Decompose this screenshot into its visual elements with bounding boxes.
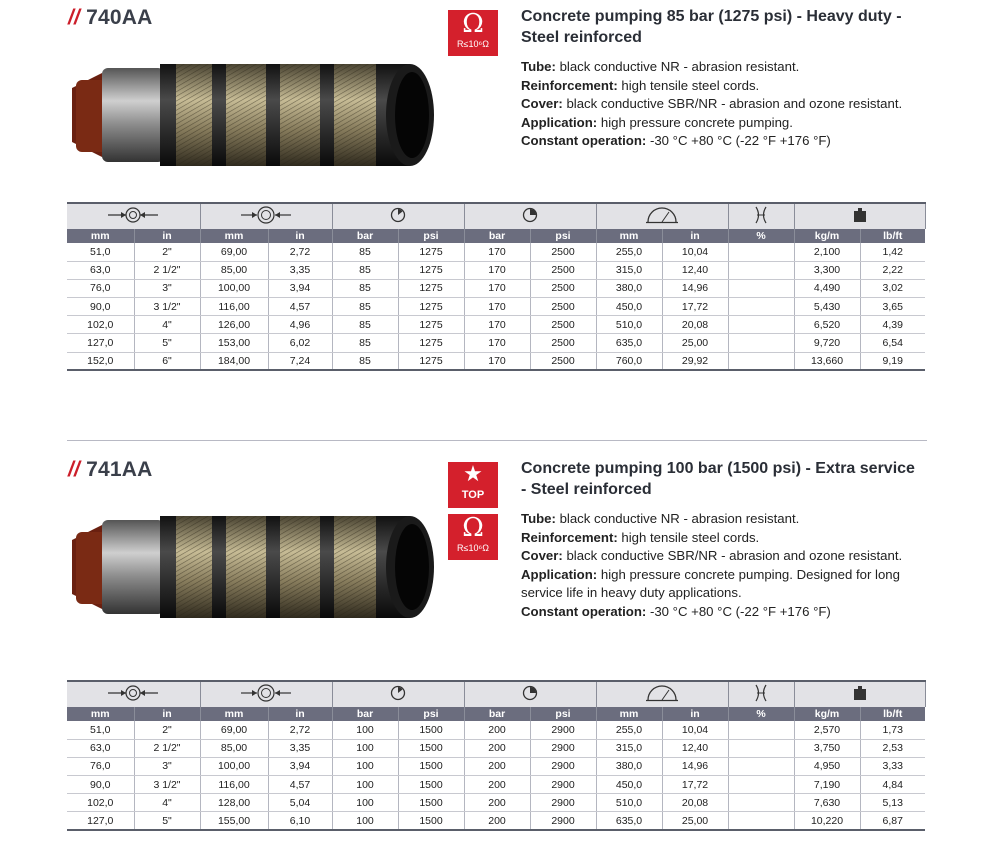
table-cell: 2900 [530,757,596,775]
table-cell: 127,0 [67,812,134,830]
table-cell: 14,96 [662,757,728,775]
table-cell: 9,720 [794,334,860,352]
table-cell: 4,950 [794,757,860,775]
table-cell [728,352,794,370]
table-cell: 3,02 [860,279,925,297]
table-cell: 2500 [530,298,596,316]
table-cell: 450,0 [596,298,662,316]
table-cell: 85 [332,334,398,352]
table-cell: 116,00 [200,776,268,794]
table-cell: 1500 [398,776,464,794]
table-cell: 63,0 [67,739,134,757]
table-cell: 10,04 [662,721,728,739]
table-cell: 1500 [398,721,464,739]
table-cell: 380,0 [596,279,662,297]
table-cell: 4,39 [860,316,925,334]
table-cell [728,794,794,812]
table-cell: 3,94 [268,279,332,297]
top-badge [448,462,498,508]
table-cell: 5,430 [794,298,860,316]
bend-radius-icon [596,203,728,229]
table-cell [728,298,794,316]
table-cell: 200 [464,757,530,775]
table-cell: 100 [332,794,398,812]
table-row [67,334,925,352]
spec-table [67,202,926,371]
table-cell: 69,00 [200,243,268,261]
table-cell: 17,72 [662,776,728,794]
product-description: Tube: black conductive NR - abrasion resistant. Reinforcement: high tensile steel cords. Cover: black conductive SBR/NR - abrasion and ozone resistant. Application: high pressure concrete pumping. Designed for long service life in heavy duty applications. Constant operation: -30 °C +80 °C (-22 °F +176 °F) [521,511,903,619]
omega-badge [448,514,498,560]
table-cell [728,776,794,794]
table-cell: 1500 [398,794,464,812]
table-cell: 1,42 [860,243,925,261]
table-row [67,298,925,316]
weight-icon [794,203,925,229]
hose-image [64,502,434,632]
table-cell: 2" [134,243,200,261]
table-cell: 200 [464,776,530,794]
table-cell: 2900 [530,721,596,739]
table-cell: 200 [464,794,530,812]
table-cell: 200 [464,739,530,757]
table-row [67,812,925,830]
product-code-text: 740AA [86,6,153,29]
table-cell: 635,0 [596,334,662,352]
elongation-icon [728,681,794,707]
table-row [67,757,925,775]
table-cell: 69,00 [200,721,268,739]
table-cell: 100 [332,757,398,775]
badge-caption: TOP [461,489,485,501]
table-cell: 510,0 [596,316,662,334]
working-pressure-icon [332,681,464,707]
table-cell [728,721,794,739]
spec-table [67,680,926,831]
table-cell: 25,00 [662,812,728,830]
table-cell: 12,40 [662,261,728,279]
table-cell: 76,0 [67,279,134,297]
table-cell: 6,54 [860,334,925,352]
table-cell: 2500 [530,279,596,297]
table-cell: 85,00 [200,739,268,757]
table-cell: 3,33 [860,757,925,775]
table-cell: 5,13 [860,794,925,812]
table-cell: 20,08 [662,794,728,812]
table-cell: 100 [332,721,398,739]
table-cell: 1275 [398,316,464,334]
table-cell: 25,00 [662,334,728,352]
table-cell: 2,72 [268,243,332,261]
table-cell: 7,24 [268,352,332,370]
table-cell: 2900 [530,739,596,757]
inner-diameter-icon [67,681,200,707]
table-cell: 5,04 [268,794,332,812]
table-cell [728,812,794,830]
table-row [67,776,925,794]
table-cell: 2900 [530,776,596,794]
table-cell: 14,96 [662,279,728,297]
table-cell: 5" [134,334,200,352]
table-cell: 1275 [398,334,464,352]
table-cell: 3,35 [268,739,332,757]
table-cell: 170 [464,352,530,370]
table-cell: 51,0 [67,243,134,261]
table-cell: 127,0 [67,334,134,352]
table-cell: 85 [332,352,398,370]
table-cell [728,316,794,334]
table-cell: 90,0 [67,298,134,316]
table-cell: 2,22 [860,261,925,279]
table-cell: 128,00 [200,794,268,812]
product-code: // 740AA [68,6,153,29]
table-cell: 3,35 [268,261,332,279]
table-cell: 170 [464,261,530,279]
product-title: Concrete pumping 100 bar (1500 psi) - Extra service - Steel reinforced [521,460,915,498]
table-cell: 155,00 [200,812,268,830]
table-cell: 1,73 [860,721,925,739]
table-cell: 170 [464,334,530,352]
table-cell: 1275 [398,298,464,316]
table-cell: 2900 [530,812,596,830]
table-row [67,243,925,261]
table-cell: 102,0 [67,316,134,334]
table-cell: 184,00 [200,352,268,370]
table-cell: 2500 [530,243,596,261]
table-cell: 3" [134,757,200,775]
table-cell: 85 [332,298,398,316]
table-cell: 170 [464,279,530,297]
star-icon: ★ [463,462,483,487]
table-cell: 3,750 [794,739,860,757]
burst-pressure-icon [464,681,596,707]
badge-caption: R≤10⁶Ω [457,543,489,553]
table-cell: 1500 [398,739,464,757]
table-cell: 2,570 [794,721,860,739]
table-cell: 170 [464,316,530,334]
table-cell: 4" [134,794,200,812]
table-cell: 170 [464,298,530,316]
table-cell: 3 1/2" [134,298,200,316]
table-cell: 100,00 [200,279,268,297]
table-cell: 315,0 [596,261,662,279]
table-cell: 76,0 [67,757,134,775]
table-cell: 7,190 [794,776,860,794]
working-pressure-icon [332,203,464,229]
table-cell: 3,65 [860,298,925,316]
table-row [67,352,925,370]
table-cell: 2" [134,721,200,739]
table-cell: 152,0 [67,352,134,370]
table-cell: 255,0 [596,243,662,261]
table-cell: 2 1/2" [134,261,200,279]
table-cell: 5" [134,812,200,830]
table-cell: 85 [332,316,398,334]
table-cell: 1500 [398,757,464,775]
omega-badge [448,10,498,56]
product-code: // 741AA [68,458,153,481]
table-cell: 510,0 [596,794,662,812]
table-cell: 3 1/2" [134,776,200,794]
table-cell: 9,19 [860,352,925,370]
table-cell: 635,0 [596,812,662,830]
section-divider [67,440,927,441]
table-cell: 126,00 [200,316,268,334]
table-cell: 6,02 [268,334,332,352]
table-cell: 12,40 [662,739,728,757]
table-cell: 760,0 [596,352,662,370]
table-cell: 1275 [398,261,464,279]
table-cell: 2,100 [794,243,860,261]
table-cell: 315,0 [596,739,662,757]
table-cell: 6,10 [268,812,332,830]
table-cell: 6" [134,352,200,370]
table-row [67,279,925,297]
table-row [67,261,925,279]
table-cell: 17,72 [662,298,728,316]
table-cell: 4,57 [268,776,332,794]
table-cell: 51,0 [67,721,134,739]
table-cell: 2,53 [860,739,925,757]
product-description: Tube: black conductive NR - abrasion resistant. Reinforcement: high tensile steel cords. Cover: black conductive SBR/NR - abrasion and ozone resistant. Application: high pressure concrete pumping. Constant operation: -30 °C +80 °C (-22 °F +176 °F) [521,59,903,149]
table-cell: 116,00 [200,298,268,316]
table-cell: 1500 [398,812,464,830]
table-cell: 2500 [530,352,596,370]
table-cell: 100 [332,739,398,757]
table-cell: 2500 [530,316,596,334]
table-cell: 90,0 [67,776,134,794]
product-code-text: 741AA [86,458,153,481]
table-cell: 1275 [398,243,464,261]
table-cell: 2,72 [268,721,332,739]
bend-radius-icon [596,681,728,707]
table-cell: 100 [332,776,398,794]
omega-icon: Ω [462,9,484,39]
table-cell: 170 [464,243,530,261]
outer-diameter-icon [200,203,332,229]
omega-icon: Ω [462,513,484,543]
units-row: mm in mm in bar psi bar psi mm in % kg/m lb/ft [67,707,925,721]
table-cell: 10,220 [794,812,860,830]
table-cell: 85 [332,279,398,297]
table-row [67,794,925,812]
table-cell [728,334,794,352]
outer-diameter-icon [200,681,332,707]
table-cell: 4,490 [794,279,860,297]
table-cell: 100 [332,812,398,830]
table-cell [728,261,794,279]
table-cell: 13,660 [794,352,860,370]
burst-pressure-icon [464,203,596,229]
hose-image [64,50,434,180]
table-cell: 200 [464,812,530,830]
table-cell: 10,04 [662,243,728,261]
table-cell: 6,520 [794,316,860,334]
table-cell: 20,08 [662,316,728,334]
table-cell: 4" [134,316,200,334]
table-cell: 200 [464,721,530,739]
table-cell [728,243,794,261]
table-cell: 380,0 [596,757,662,775]
table-cell: 100,00 [200,757,268,775]
weight-icon [794,681,925,707]
table-cell: 4,84 [860,776,925,794]
table-cell: 29,92 [662,352,728,370]
table-cell: 85,00 [200,261,268,279]
table-cell: 2 1/2" [134,739,200,757]
table-cell: 2500 [530,261,596,279]
table-cell: 4,57 [268,298,332,316]
table-cell: 255,0 [596,721,662,739]
table-row [67,316,925,334]
table-cell [728,739,794,757]
table-cell: 450,0 [596,776,662,794]
table-cell: 3,94 [268,757,332,775]
table-cell [728,279,794,297]
table-row [67,739,925,757]
table-cell: 3,300 [794,261,860,279]
table-row [67,721,925,739]
table-cell: 153,00 [200,334,268,352]
table-cell: 6,87 [860,812,925,830]
table-cell: 85 [332,261,398,279]
table-cell [728,757,794,775]
elongation-icon [728,203,794,229]
units-row: mm in mm in bar psi bar psi mm in % kg/m lb/ft [67,229,925,243]
table-cell: 1275 [398,279,464,297]
table-cell: 85 [332,243,398,261]
badge-caption: R≤10⁶Ω [457,39,489,49]
table-cell: 7,630 [794,794,860,812]
table-cell: 3" [134,279,200,297]
table-cell: 4,96 [268,316,332,334]
product-title: Concrete pumping 85 bar (1275 psi) - Heavy duty - Steel reinforced [521,8,902,46]
table-cell: 2500 [530,334,596,352]
table-cell: 63,0 [67,261,134,279]
table-cell: 2900 [530,794,596,812]
table-cell: 1275 [398,352,464,370]
table-cell: 102,0 [67,794,134,812]
inner-diameter-icon [67,203,200,229]
